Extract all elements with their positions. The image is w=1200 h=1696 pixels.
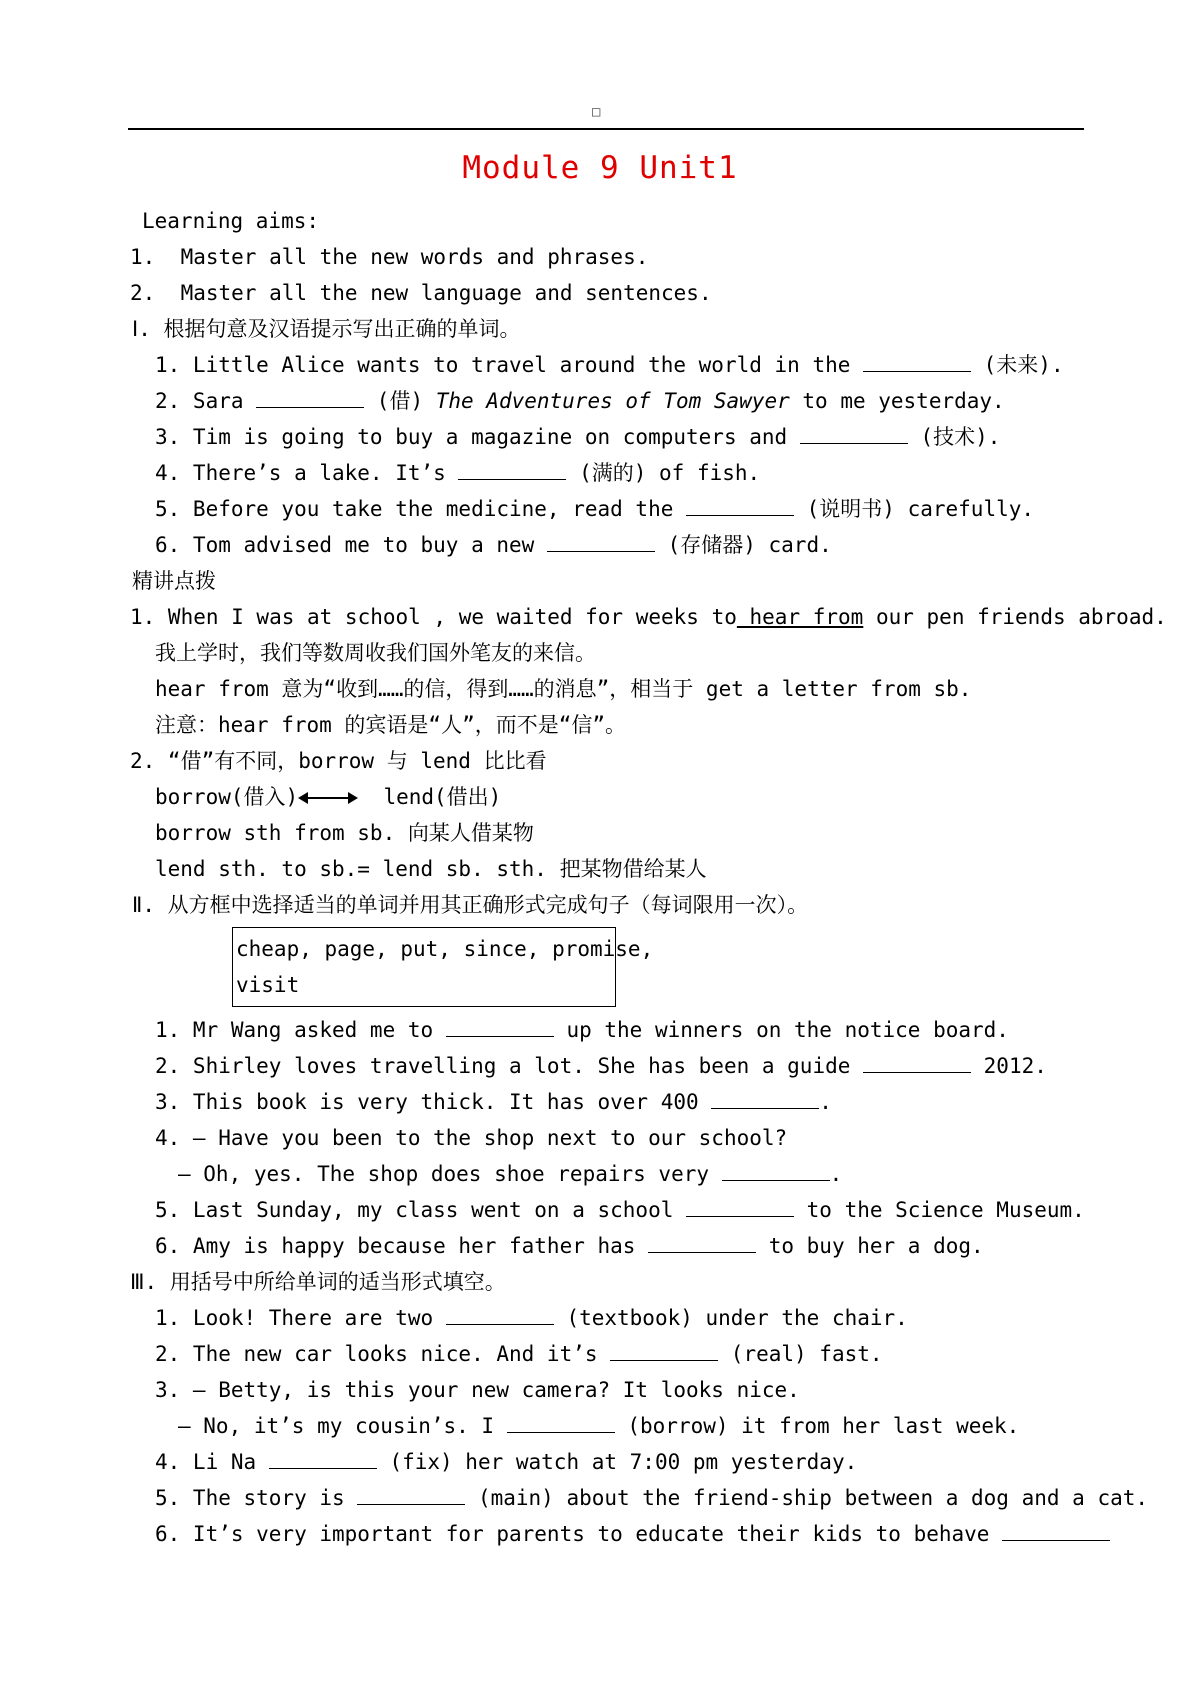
answer-blank[interactable] [547, 531, 655, 552]
section3-q1: 1. Look! There are two (textbook) under the chair. [155, 1306, 908, 1330]
section2-q5: 5. Last Sunday, my class went on a school to the Science Museum. [155, 1198, 1085, 1222]
answer-blank[interactable] [507, 1412, 615, 1433]
page-title: Module 9 Unit1 [462, 150, 738, 186]
section3-q4: 4. Li Na (fix) her watch at 7:00 pm yesterday. [155, 1450, 858, 1474]
note1-definition: hear from 意为“收到……的信，得到……的消息”，相当于 get a letter from sb. [155, 677, 972, 701]
answer-blank[interactable] [711, 1088, 819, 1109]
answer-blank[interactable] [357, 1484, 465, 1505]
section1-q4: 4. There’s a lake. It’s (满的) of fish. [155, 461, 761, 485]
note1-attention: 注意：hear from 的宾语是“人”，而不是“信”。 [155, 713, 627, 737]
answer-blank[interactable] [686, 1196, 794, 1217]
section2-q6: 6. Amy is happy because her father has to buy her a dog. [155, 1234, 984, 1258]
header-mark: □ [592, 104, 601, 120]
answer-blank[interactable] [1002, 1520, 1110, 1541]
section2-q3: 3. This book is very thick. It has over 400 . [155, 1090, 832, 1114]
aim-item: 1. Master all the new words and phrases. [130, 245, 649, 269]
note1: 1. When I was at school , we waited for weeks to hear from our pen friends abroad. [130, 605, 1167, 629]
answer-blank[interactable] [446, 1016, 554, 1037]
section1-heading: Ⅰ. 根据句意及汉语提示写出正确的单词。 [132, 317, 521, 341]
section1-q5: 5. Before you take the medicine, read the (说明书) carefully. [155, 497, 1035, 521]
double-arrow-icon [298, 788, 358, 808]
section3-q3-answer: — No, it’s my cousin’s. I (borrow) it from her last week. [178, 1414, 1020, 1438]
header-rule [128, 128, 1084, 130]
section2-q4: 4. — Have you been to the shop next to our school? [155, 1126, 788, 1150]
section2-q4-answer: — Oh, yes. The shop does shoe repairs very . [178, 1162, 843, 1186]
section2-q2: 2. Shirley loves travelling a lot. She has been a guide 2012. [155, 1054, 1047, 1078]
section3-heading: Ⅲ. 用括号中所给单词的适当形式填空。 [130, 1270, 506, 1294]
section3-q3: 3. — Betty, is this your new camera? It looks nice. [155, 1378, 800, 1402]
section1-q1: 1. Little Alice wants to travel around the world in the (未来). [155, 353, 1064, 377]
section2-heading: Ⅱ. 从方框中选择适当的单词并用其正确形式完成句子（每词限用一次）。 [132, 893, 809, 917]
answer-blank[interactable] [610, 1340, 718, 1361]
word-box-line: cheap, page, put, since, promise, [236, 937, 654, 961]
answer-blank[interactable] [863, 1052, 971, 1073]
answer-blank[interactable] [458, 459, 566, 480]
section1-q3: 3. Tim is going to buy a magazine on computers and (技术). [155, 425, 1001, 449]
notes-heading: 精讲点拨 [132, 569, 216, 593]
section1-q2: 2. Sara (借) The Adventures of Tom Sawyer to me yesterday. [155, 389, 1005, 413]
answer-blank[interactable] [446, 1304, 554, 1325]
aims-heading: Learning aims: [142, 209, 320, 233]
answer-blank[interactable] [686, 495, 794, 516]
note2-compare: borrow(借入) lend(借出) [155, 785, 502, 809]
answer-blank[interactable] [722, 1160, 830, 1181]
note2-lend: lend sth. to sb.= lend sb. sth. 把某物借给某人 [155, 857, 707, 881]
word-box-line: visit [236, 973, 300, 997]
answer-blank[interactable] [256, 387, 364, 408]
section2-q1: 1. Mr Wang asked me to up the winners on the notice board. [155, 1018, 1009, 1042]
answer-blank[interactable] [800, 423, 908, 444]
section1-q6: 6. Tom advised me to buy a new (存储器) card. [155, 533, 832, 557]
note2-borrow: borrow sth from sb. 向某人借某物 [155, 821, 534, 845]
note2: 2. “借”有不同，borrow 与 lend 比比看 [130, 749, 547, 773]
section3-q2: 2. The new car looks nice. And it’s (real) fast. [155, 1342, 883, 1366]
answer-blank[interactable] [648, 1232, 756, 1253]
aim-item: 2. Master all the new language and sentences. [130, 281, 712, 305]
note1-translation: 我上学时，我们等数周收我们国外笔友的来信。 [155, 641, 596, 665]
section3-q6: 6. It’s very important for parents to educate their kids to behave [155, 1520, 1110, 1548]
answer-blank[interactable] [863, 351, 971, 372]
section3-q5: 5. The story is (main) about the friend-ship between a dog and a cat. [155, 1486, 1149, 1510]
answer-blank[interactable] [269, 1448, 377, 1469]
